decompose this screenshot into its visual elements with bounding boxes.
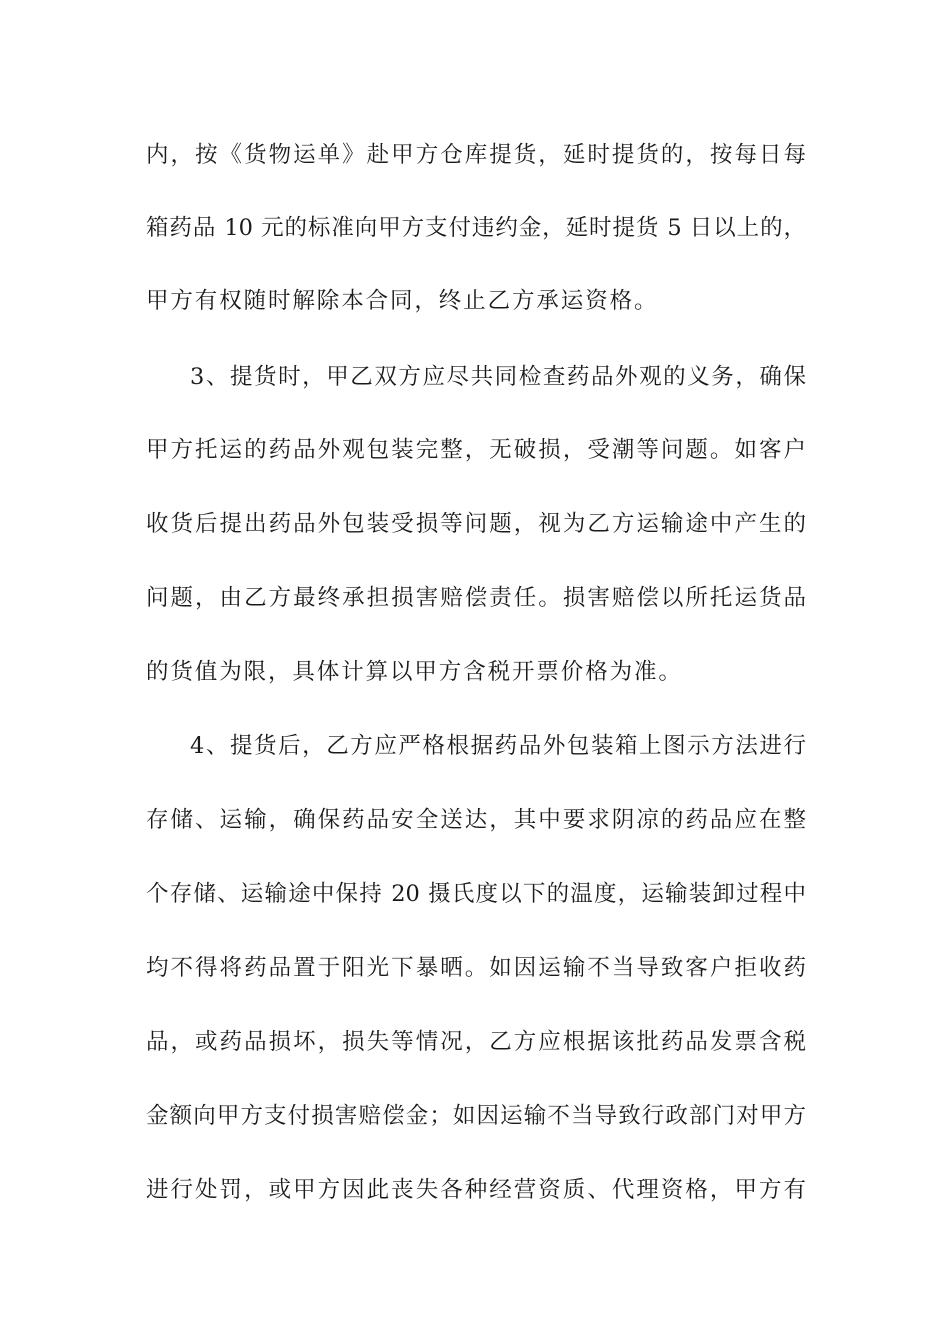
text-line: 4、提货后，乙方应严格根据药品外包装箱上图示方法进行 xyxy=(190,733,806,759)
text-line: 收货后提出药品外包装受损等问题，视为乙方运输途中产生的 xyxy=(146,511,806,537)
text-line: 存储、运输，确保药品安全送达，其中要求阴凉的药品应在整 xyxy=(146,807,806,833)
text-line: 3、提货时，甲乙双方应尽共同检查药品外观的义务，确保 xyxy=(190,364,806,390)
text-line: 金额向甲方支付损害赔偿金；如因运输不当导致行政部门对甲方 xyxy=(146,1103,806,1129)
text-line: 甲方有权随时解除本合同，终止乙方承运资格。 xyxy=(146,288,659,314)
text-line: 个存储、运输途中保持 20 摄氏度以下的温度，运输装卸过程中 xyxy=(146,881,806,907)
text-line: 问题，由乙方最终承担损害赔偿责任。损害赔偿以所托运货品 xyxy=(146,585,806,611)
text-line: 进行处罚，或甲方因此丧失各种经营资质、代理资格，甲方有 xyxy=(146,1177,806,1203)
text-line: 内，按《货物运单》赴甲方仓库提货，延时提货的，按每日每 xyxy=(146,142,806,168)
text-line: 均不得将药品置于阳光下暴晒。如因运输不当导致客户拒收药 xyxy=(146,955,806,981)
text-line: 箱药品 10 元的标准向甲方支付违约金，延时提货 5 日以上的， xyxy=(146,215,806,241)
text-line: 甲方托运的药品外观包装完整，无破损，受潮等问题。如客户 xyxy=(146,437,806,463)
text-line: 品，或药品损坏，损失等情况，乙方应根据该批药品发票含税 xyxy=(146,1029,806,1055)
text-line: 的货值为限，具体计算以甲方含税开票价格为准。 xyxy=(146,659,683,685)
